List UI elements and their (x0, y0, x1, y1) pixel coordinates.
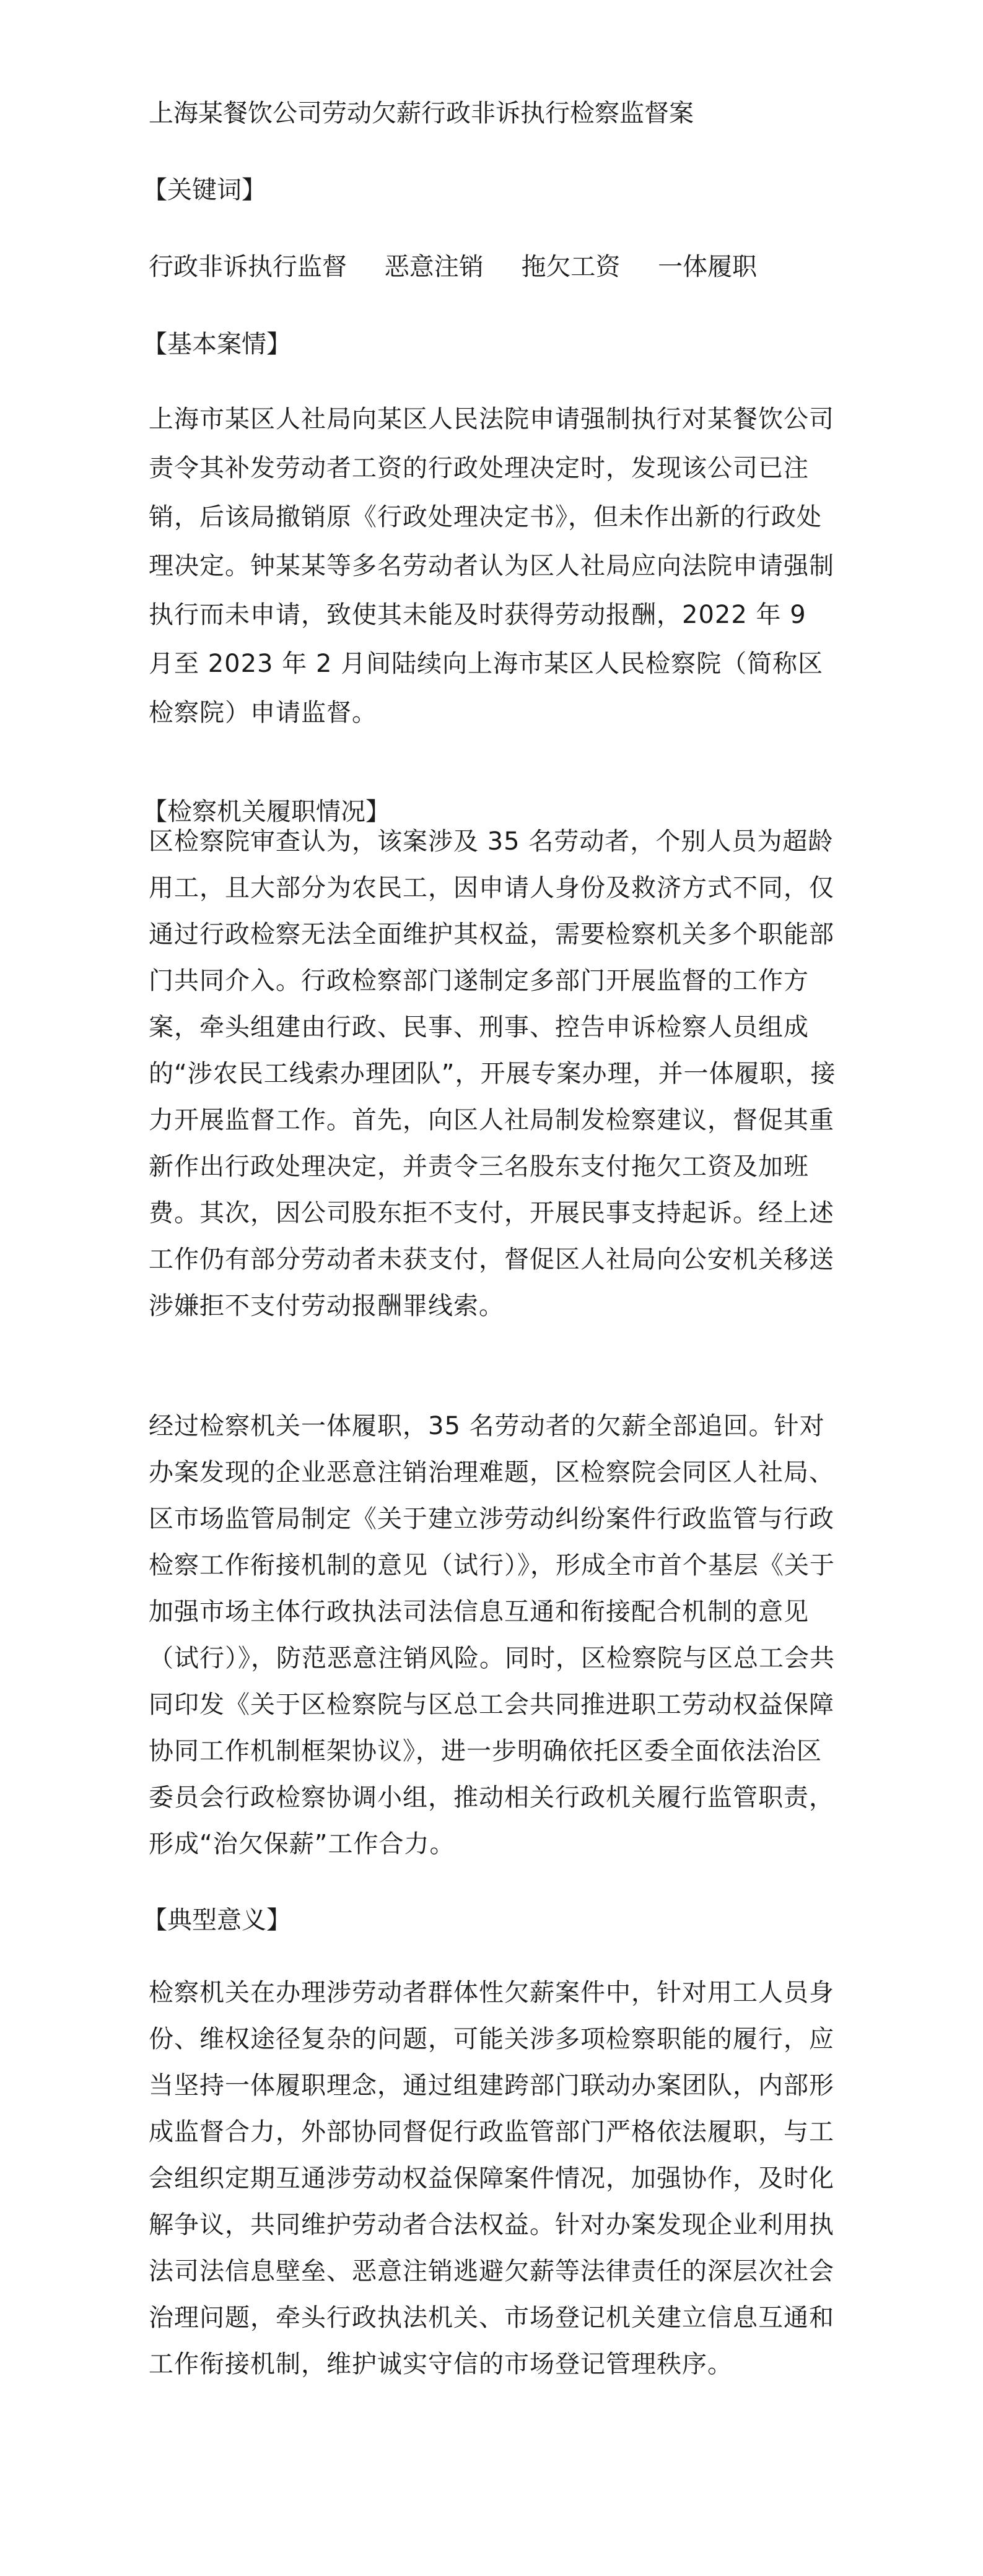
keyword-item: 一体履职 (658, 253, 758, 281)
keyword-item: 拖欠工资 (521, 253, 621, 281)
significance-paragraph: 检察机关在办理涉劳动者群体性欠薪案件中，针对用工人员身份、维权途径复杂的问题，可能关涉多项检察职能的履行，应当坚持一体履职理念，通过组建跨部门联动办案团队，内部形成监督合力，外部协同督促行政监管部门严格依法履职，与工会组织定期互通涉劳动权益保障案件情况，加强协作，及时化解争议，共同维护劳动者合法权益。针对办案发现企业利用执法司法信息壁垒、恶意注销逃避欠薪等法律责任的深层次社会治理问题，牵头行政执法机关、市场登记机关建立信息互通和工作衔接机制，维护诚实守信的市场登记管理秩序。 (149, 1978, 834, 2378)
keywords-heading: 【关键词】 (142, 176, 266, 204)
performance-paragraph-2: 经过检察机关一体履职，35 名劳动者的欠薪全部追回。针对办案发现的企业恶意注销治理难题，区检察院会同区人社局、区市场监管局制定《关于建立涉劳动纠纷案件行政监管与行政检察工作衔接机制的意见（试行）》，形成全市首个基层《关于加强市场主体行政执法司法信息互通和衔接配合机制的意见（试行）》，防范恶意注销风险。同时，区检察院与区总工会共同印发《关于区检察院与区总工会共同推进职工劳动权益保障协同工作机制框架协议》，进一步明确依托区委全面依法治区委员会行政检察协调小组，推动相关行政机关履行监管职责，形成“治欠保薪”工作合力。 (149, 1412, 835, 1858)
keyword-item: 恶意注销 (384, 253, 484, 281)
performance-paragraph-1: 区检察院审查认为，该案涉及 35 名劳动者，个别人员为超龄用工，且大部分为农民工，因申请人身份及救济方式不同，仅通过行政检察无法全面维护其权益，需要检察机关多个职能部门共同介入。行政检察部门遂制定多部门开展监督的工作方案，牵头组建由行政、民事、刑事、控告申诉检察人员组成的“涉农民工线索办理团队”，开展专案办理，并一体履职，接力开展监督工作。首先，向区人社局制发检察建议，督促其重新作出行政处理决定，并责令三名股东支付拖欠工资及加班费。其次，因公司股东拒不支付，开展民事支持起诉。经上述工作仍有部分劳动者未获支付，督促区人社局向公安机关移送涉嫌拒不支付劳动报酬罪线索。 (149, 827, 836, 1320)
performance-heading: 【检察机关履职情况】 (142, 798, 390, 826)
document-title: 上海某餐饮公司劳动欠薪行政非诉执行检察监督案 (149, 99, 694, 128)
basic-facts-paragraph: 上海市某区人社局向某区人民法院申请强制执行对某餐饮公司责令其补发劳动者工资的行政处理决定时，发现该公司已注销，后该局撤销原《行政处理决定书》，但未作出新的行政处理决定。钟某某等多名劳动者认为区人社局应向法院申请强制执行而未申请，致使其未能及时获得劳动报酬，2022 年 9 月至 2023 年 2 月间陆续向上海市某区人民检察院（简称区检察院）申请监督。 (149, 405, 834, 727)
basic-facts-heading: 【基本案情】 (142, 330, 291, 359)
keywords-list (149, 250, 757, 284)
keyword-item: 行政非诉执行监督 (149, 253, 347, 281)
significance-heading: 【典型意义】 (142, 1906, 291, 1934)
